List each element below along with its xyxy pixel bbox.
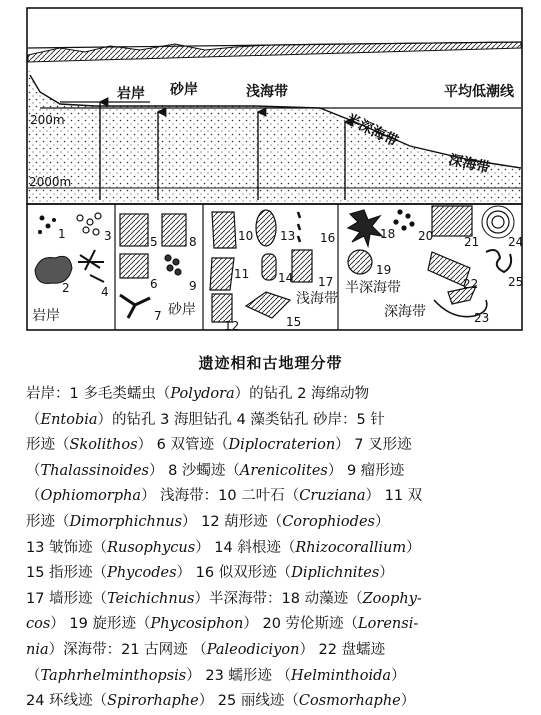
legend-text: （ bbox=[26, 488, 41, 505]
legend-text: ） bbox=[374, 513, 390, 530]
legend-line bbox=[26, 638, 526, 664]
legend-latin-name: Polydora bbox=[170, 386, 235, 402]
sea-level-label: 平均低潮线 bbox=[444, 84, 514, 100]
figure-legend bbox=[26, 382, 526, 715]
legend-latin-name: Diplichnites bbox=[291, 565, 380, 582]
legend-text: 24 环线迹（ bbox=[26, 693, 108, 710]
paleogeography-profile-diagram bbox=[0, 0, 541, 340]
fossil-number: 3 bbox=[104, 229, 112, 243]
fossil-number: 17 bbox=[318, 275, 334, 289]
zone-label-semideep: 半深海带 bbox=[343, 111, 401, 151]
legend-text: ）半深海带：18 动藻迹（ bbox=[194, 590, 363, 607]
legend-text: ） 16 似双形迹（ bbox=[176, 565, 292, 582]
fossil-number: 10 bbox=[238, 229, 254, 243]
legend-text: ）深海带：21 古网迹 （ bbox=[48, 641, 207, 658]
legend-line bbox=[26, 459, 526, 485]
fossil-number: 15 bbox=[286, 315, 302, 329]
legend-text: 13 皱饰迹（ bbox=[26, 539, 108, 556]
depth-label-200: 200m bbox=[30, 113, 65, 127]
legend-text: 形迹（ bbox=[26, 513, 70, 530]
depth-label-2000: 2000m bbox=[29, 175, 72, 189]
fossil-number: 4 bbox=[101, 285, 109, 299]
legend-latin-name: Entobia bbox=[40, 411, 98, 428]
legend-latin-name: Rusophycus bbox=[107, 539, 196, 556]
panel-label-sandy: 砂岸 bbox=[168, 302, 196, 318]
fossil-number: 21 bbox=[464, 235, 480, 249]
legend-latin-name: Cruziana bbox=[299, 488, 366, 505]
fossil-number: 24 bbox=[508, 235, 524, 249]
legend-line bbox=[26, 484, 526, 510]
legend-latin-name: Taphrhelminthopsis bbox=[40, 667, 187, 684]
legend-text: ） 7 叉形迹 bbox=[335, 437, 412, 454]
legend-text: 15 指形迹（ bbox=[26, 565, 108, 582]
fossil-number: 18 bbox=[380, 227, 396, 241]
fossil-number: 22 bbox=[463, 277, 479, 291]
legend-text: ） 22 盘蠕迹 bbox=[299, 641, 386, 658]
legend-text: ） 20 劳伦斯迹（ bbox=[243, 616, 359, 633]
legend-latin-name: Helminthoida bbox=[291, 667, 392, 684]
legend-latin-name: Dimorphichnus bbox=[69, 513, 183, 530]
legend-latin-name: Zoophy- bbox=[362, 590, 422, 607]
profile-section bbox=[27, 8, 522, 204]
legend-line bbox=[26, 612, 526, 638]
legend-text: ） 14 斜根迹（ bbox=[195, 539, 296, 556]
zone-label-rocky: 岩岸 bbox=[117, 86, 145, 102]
legend-latin-name: Phycosiphon bbox=[150, 616, 244, 633]
fossil-number: 16 bbox=[320, 231, 336, 245]
legend-line bbox=[26, 433, 526, 459]
legend-line bbox=[26, 587, 526, 613]
legend-latin-name: Teichichnus bbox=[107, 590, 195, 607]
legend-latin-name: cos bbox=[26, 616, 51, 633]
fossil-number: 5 bbox=[150, 235, 158, 249]
legend-latin-name: Diplocraterion bbox=[228, 437, 336, 454]
legend-latin-name: Phycodes bbox=[107, 565, 177, 582]
fossil-number: 8 bbox=[189, 235, 197, 249]
fossil-number: 25 bbox=[508, 275, 524, 289]
fossil-group-deep bbox=[348, 206, 514, 317]
legend-latin-name: nia bbox=[26, 641, 49, 658]
panel-label-rocky: 岩岸 bbox=[32, 308, 60, 324]
legend-line bbox=[26, 510, 526, 536]
legend-text: ） 23 蠕形迹 （ bbox=[186, 667, 292, 684]
panel-label-semideep: 半深海带 bbox=[345, 280, 401, 296]
fossil-number: 13 bbox=[280, 229, 296, 243]
fossil-number: 7 bbox=[154, 309, 162, 323]
legend-text: ） 8 沙蠋迹（ bbox=[148, 462, 240, 479]
legend-text: ） 6 双管迹（ bbox=[137, 437, 229, 454]
legend-line bbox=[26, 408, 526, 434]
legend-text: （ bbox=[26, 411, 41, 428]
fossil-number: 2 bbox=[62, 281, 70, 295]
fossil-number: 20 bbox=[418, 229, 434, 243]
fossil-number: 14 bbox=[278, 271, 294, 285]
legend-line bbox=[26, 561, 526, 587]
zone-label-sandy: 砂岸 bbox=[170, 82, 198, 98]
legend-text: 岩岸：1 多毛类蠕虫（ bbox=[26, 386, 171, 402]
legend-text: ） 11 双 bbox=[365, 488, 423, 505]
legend-latin-name: Lorensi- bbox=[358, 616, 419, 633]
fossil-number: 23 bbox=[474, 311, 490, 325]
fossil-group-rocky bbox=[35, 213, 104, 283]
legend-latin-name: Rhizocorallium bbox=[295, 539, 407, 556]
legend-latin-name: Ophiomorpha bbox=[40, 488, 142, 505]
legend-latin-name: Spirorhaphe bbox=[107, 693, 199, 710]
legend-text: ） 9 瘤形迹 bbox=[327, 462, 405, 479]
panel-label-shallow: 浅海带 bbox=[296, 291, 338, 307]
legend-text: ） 25 丽线迹（ bbox=[198, 693, 299, 710]
legend-line bbox=[26, 664, 526, 690]
legend-text: ） 浅海带：10 二叶石（ bbox=[141, 488, 300, 505]
legend-latin-name: Paleodiciyon bbox=[206, 641, 300, 658]
legend-text: （ bbox=[26, 667, 41, 684]
legend-text: ） bbox=[379, 565, 394, 582]
legend-text: ） 19 旋形迹（ bbox=[50, 616, 151, 633]
legend-text: ） 12 葫形迹（ bbox=[182, 513, 283, 530]
legend-text: 17 墙形迹（ bbox=[26, 590, 108, 607]
zone-label-shallow: 浅海带 bbox=[246, 84, 288, 100]
legend-latin-name: Arenicolites bbox=[239, 462, 328, 479]
legend-line bbox=[26, 382, 526, 408]
legend-line bbox=[26, 536, 526, 562]
zone-label-deep: 深海带 bbox=[447, 152, 492, 177]
figure-caption: 遗迹相和古地理分带 bbox=[198, 354, 343, 372]
legend-latin-name: Skolithos bbox=[69, 437, 138, 454]
legend-text: ） bbox=[391, 667, 406, 684]
legend-text: ） bbox=[400, 693, 416, 710]
legend-text: （ bbox=[26, 462, 41, 479]
fossil-number: 1 bbox=[58, 227, 66, 241]
legend-text: 形迹（ bbox=[26, 437, 70, 454]
panel-label-deep: 深海带 bbox=[384, 304, 426, 320]
fossil-number: 12 bbox=[224, 319, 240, 333]
legend-latin-name: Corophiodes bbox=[282, 513, 375, 530]
fossil-number: 19 bbox=[376, 263, 392, 277]
legend-text: ） bbox=[406, 539, 421, 556]
fossil-number: 6 bbox=[150, 277, 158, 291]
legend-text: ）的钻孔 3 海胆钻孔 4 藻类钻孔 砂岸：5 针 bbox=[97, 411, 385, 428]
fossil-number: 11 bbox=[234, 267, 250, 281]
legend-line bbox=[26, 689, 526, 715]
fossil-panels bbox=[27, 204, 523, 333]
fossil-number: 9 bbox=[189, 279, 197, 293]
legend-text: ）的钻孔 2 海绵动物 bbox=[234, 386, 370, 402]
legend-latin-name: Thalassinoides bbox=[40, 462, 149, 479]
legend-latin-name: Cosmorhaphe bbox=[298, 693, 401, 710]
